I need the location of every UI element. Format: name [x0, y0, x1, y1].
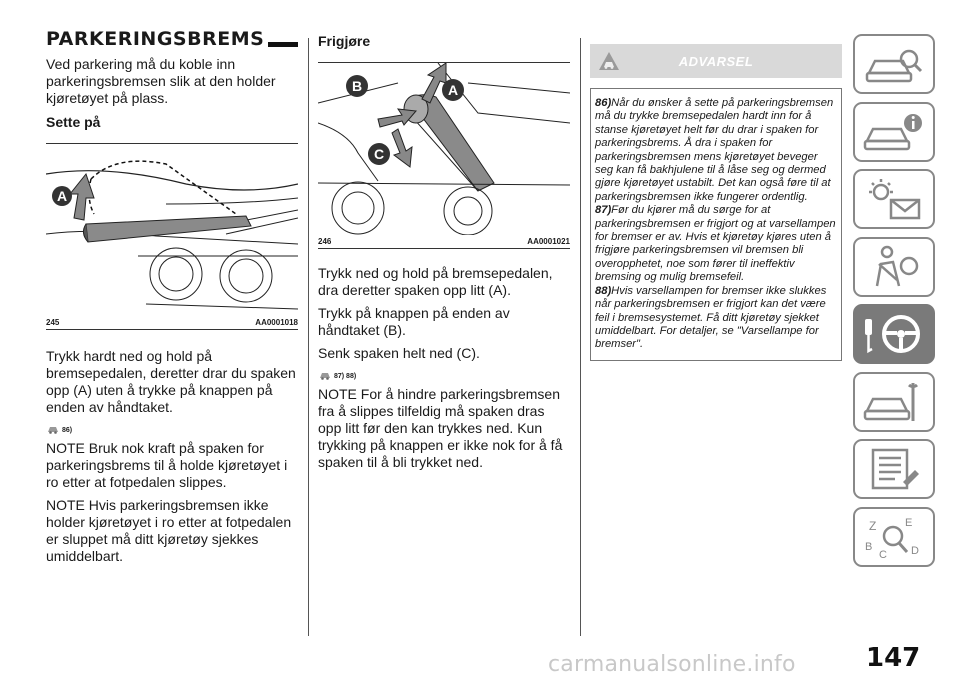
- car-search-icon: [859, 39, 929, 89]
- warning-item-text: Når du ønsker å sette på parkeringsbremsen må du trykke bremsepedalen hardt inn for å stanse kjøretøyet helt før du drar i spaken for parkeringsbrems. Å dra i spaken for parkeringsbremsen mens kjøretøyet beveger seg kan få bakhjulene til å låse seg og dermed gjøre kjøretøyet ustabilt. Det kan også føre til at parkeringsbremsen ikke fungerer ordentlig.: [595, 97, 834, 203]
- warning-body: [590, 88, 842, 361]
- figure-number: 246: [318, 237, 332, 246]
- tab-safety[interactable]: [853, 237, 935, 297]
- chapter-tabs: [853, 34, 935, 574]
- warning-item-88: [595, 285, 837, 352]
- watermark: carmanualsonline.info: [548, 652, 796, 677]
- key-steering-wheel-icon: [859, 309, 929, 359]
- callout-c: C: [368, 143, 390, 165]
- warning-item-text: Hvis varsellampen for bremser ikke slukkes når parkeringsbremsen er frigjort kan det være feil i bremsesystemet. Få ditt kjøretøy sjekket umiddelbart. For detaljer, se "Varsellampe for bremser".: [595, 284, 827, 351]
- column-setting-brake: [46, 28, 298, 565]
- svg-text:B: B: [865, 540, 873, 553]
- section-title: [46, 28, 298, 50]
- callout-a: A: [442, 79, 464, 101]
- callout-b: B: [346, 75, 368, 97]
- page-number: 147: [866, 643, 921, 673]
- car-info-icon: [859, 107, 929, 157]
- warning-car-icon: [46, 422, 60, 434]
- figure-246: [318, 62, 570, 249]
- svg-text:D: D: [911, 544, 919, 557]
- warning-item-86: [595, 97, 837, 204]
- svg-text:E: E: [905, 516, 913, 529]
- warning-header: [590, 44, 842, 78]
- section-title-text: PARKERINGSBREMS: [46, 28, 265, 50]
- column-divider-right: [580, 38, 581, 636]
- tab-maintenance[interactable]: [853, 372, 935, 432]
- release-step-2: Trykk på knappen på enden av håndtaket (B).: [318, 305, 510, 338]
- note-release-safety: NOTE For å hindre parkeringsbremsen fra å slippes tilfeldig må spaken dras opp litt før den kan trykkes ned. Kun trykking på knappen er ikke nok for å få spaken til å bli trykket ned.: [318, 386, 563, 470]
- index-search-icon: [859, 512, 929, 562]
- figure-code: AA0001021: [527, 237, 570, 246]
- figure-number: 245: [46, 318, 60, 327]
- warning-reference-text: 86): [62, 427, 73, 434]
- warning-item-number: 88): [595, 284, 612, 297]
- warning-reference-87-88: [318, 366, 570, 380]
- car-wrench-icon: [859, 377, 929, 427]
- tab-starting-driving[interactable]: [853, 304, 935, 364]
- svg-text:C: C: [879, 548, 887, 561]
- apply-instructions: Trykk hardt ned og hold på bremsepedalen, deretter drar du spaken opp (A) uten å trykke på knappen på enden av håndtaket.: [46, 348, 296, 415]
- subtitle-frigjore: Frigjøre: [318, 33, 371, 49]
- title-rule: [268, 42, 298, 47]
- callout-a: A: [52, 186, 72, 206]
- tab-index[interactable]: [853, 507, 935, 567]
- svg-text:Z: Z: [869, 518, 877, 533]
- warning-item-number: 87): [595, 204, 612, 217]
- release-step-3: Senk spaken helt ned (C).: [318, 345, 480, 361]
- seatbelt-airbag-icon: [859, 242, 929, 292]
- tab-specifications[interactable]: [853, 439, 935, 499]
- figure-code: AA0001018: [255, 318, 298, 327]
- tab-car-info[interactable]: [853, 102, 935, 162]
- specifications-list-icon: [859, 444, 929, 494]
- warning-car-icon: [318, 368, 332, 380]
- intro-paragraph: Ved parkering må du koble inn parkeringsbremsen slik at den holder kjøretøyet på plass.: [46, 56, 276, 106]
- parking-brake-apply-illustration: [46, 144, 298, 316]
- warning-reference-text: 87) 88): [334, 373, 357, 380]
- figure-caption: [318, 237, 570, 249]
- tab-warning-lights[interactable]: [853, 169, 935, 229]
- warning-title: ADVARSEL: [678, 53, 754, 69]
- warning-car-icon: [598, 50, 620, 72]
- column-release-brake: [318, 28, 570, 471]
- warning-light-message-icon: [859, 174, 929, 224]
- column-divider-left: [308, 38, 309, 636]
- subtitle-sette-pa: Sette på: [46, 114, 101, 130]
- note-lever-force: NOTE Bruk nok kraft på spaken for parkeringsbrems til å holde kjøretøyet i ro etter at fotpedalen slippes.: [46, 440, 288, 490]
- warning-item-number: 86): [595, 97, 612, 109]
- release-step-1: Trykk ned og hold på bremsepedalen, dra deretter spaken opp litt (A).: [318, 265, 553, 298]
- warning-reference-86: [46, 420, 298, 434]
- figure-245: [46, 143, 298, 330]
- column-warning: [590, 28, 842, 361]
- warning-box: [590, 44, 842, 361]
- warning-item-text: Før du kjører må du sørge for at parkeringsbremsen er frigjort og at varsellampen for bremser er av. Hvis et kjøretøy kjøres uten å frigjøre parkeringsbremsen vil bremsen bli overopphetet, noe som fører til ineffektiv bremsing og mulig bremsefeil.: [595, 204, 836, 284]
- tab-car-search[interactable]: [853, 34, 935, 94]
- note-check-vehicle: NOTE Hvis parkeringsbremsen ikke holder kjøretøyet i ro etter at fotpedalen er sluppet må ditt kjøretøy sjekkes umiddelbart.: [46, 497, 292, 564]
- figure-caption: [46, 318, 298, 330]
- warning-item-87: [595, 204, 837, 284]
